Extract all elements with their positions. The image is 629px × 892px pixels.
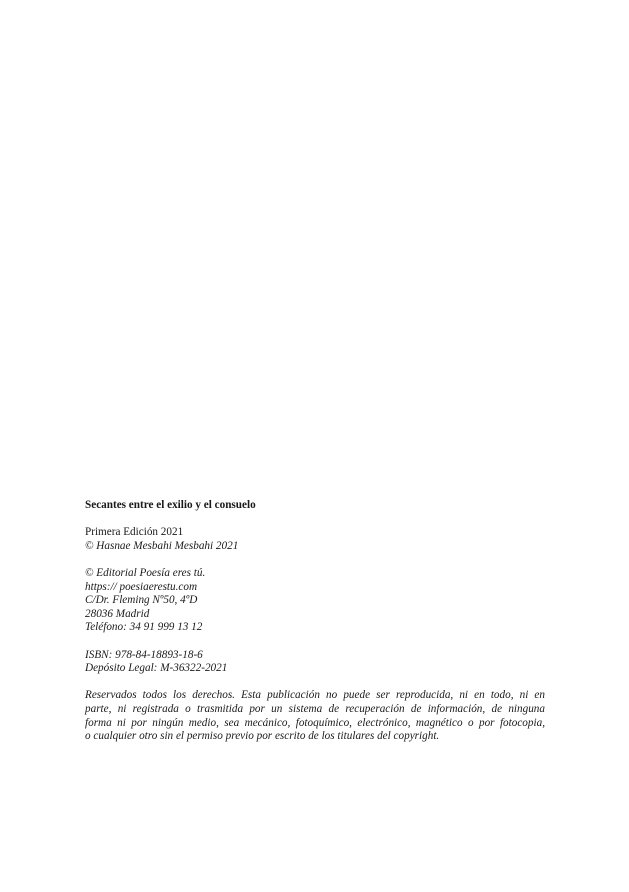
rights-line-3: forma ni por ningún medio, sea mecánico, fotoquímico, electrónico, magnético o por fotocopia, <box>85 716 545 729</box>
rights-line-1: Reservados todos los derechos. Esta publicación no puede ser reproducida, ni en todo, ni en <box>85 689 545 702</box>
book-title: Secantes entre el exilio y el consuelo <box>85 499 256 511</box>
author-copyright: © Hasnae Mesbahi Mesbahi 2021 <box>85 539 239 552</box>
isbn: ISBN: 978-84-18893-18-6 <box>85 648 203 661</box>
colophon <box>85 499 545 744</box>
edition-label: Primera Edición 2021 <box>85 526 184 539</box>
publisher-city: 28036 Madrid <box>85 607 150 620</box>
legal-block <box>85 649 545 676</box>
publisher-street: C/Dr. Fleming Nº50, 4ºD <box>85 594 198 607</box>
publisher-copyright: © Editorial Poesía eres tú. <box>85 566 206 579</box>
publisher-phone: Teléfono: 34 91 999 13 12 <box>85 621 203 634</box>
edition-block <box>85 526 545 553</box>
deposito-legal: Depósito Legal: M-36322-2021 <box>85 662 228 675</box>
publisher-url: https:// poesiaerestu.com <box>85 580 198 593</box>
publisher-block <box>85 567 545 635</box>
rights-line-4: o cualquier otro sin el permiso previo por escrito de los titulares del copyright. <box>85 730 440 743</box>
rights-notice <box>85 689 545 743</box>
rights-line-2: parte, ni registrada o trasmitida por un sistema de recuperación de información, de ninguna <box>85 702 545 715</box>
